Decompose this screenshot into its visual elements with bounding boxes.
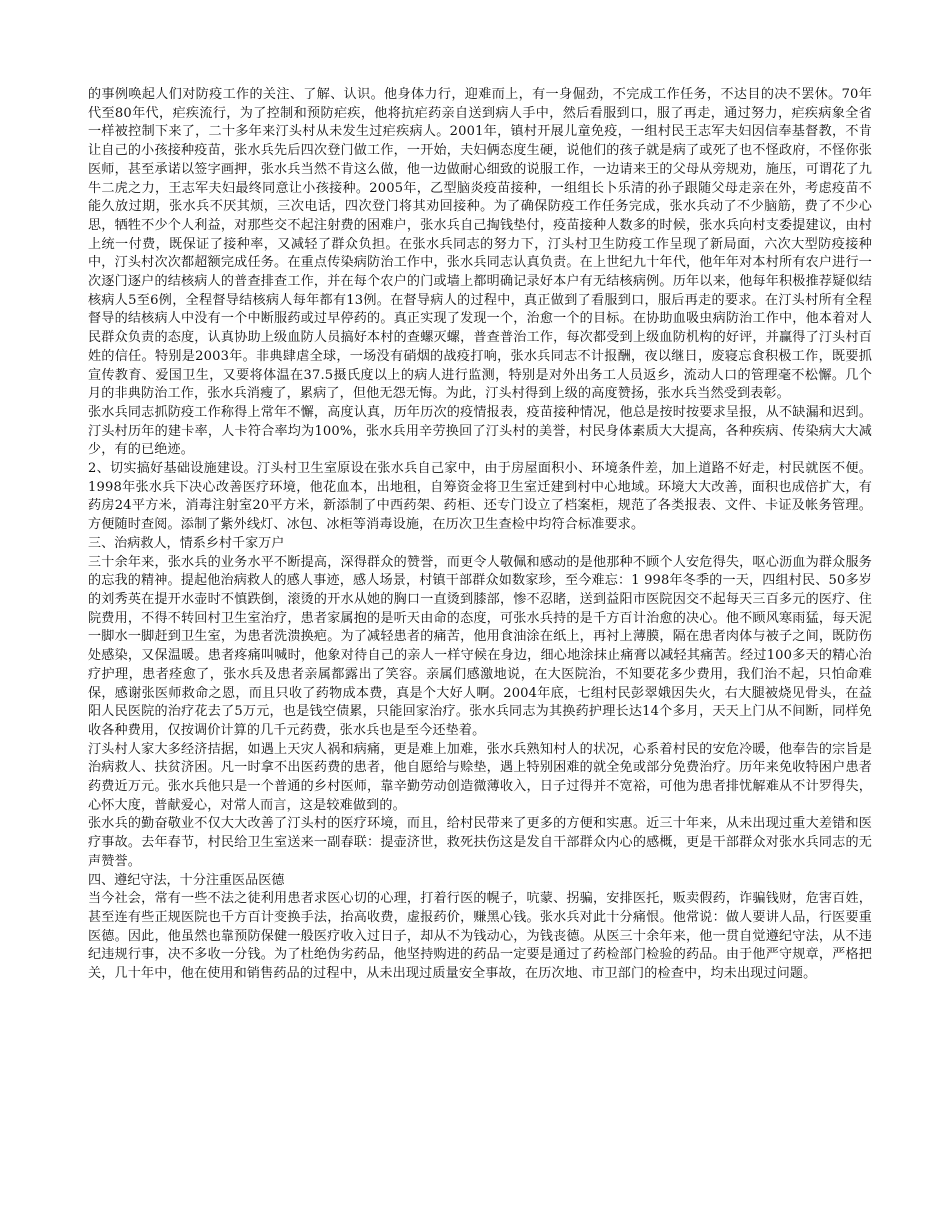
paragraph-medical-ethics: 当今社会，常有一些不法之徒利用患者求医心切的心理，打着行医的幌子，吭蒙、拐骗，安排医托，贩卖假药，诈骗钱财，危害百姓，甚至连有些正规医院也千方百计变换手法，抬高收费，虚报药价，赚黑心钱。张水兵对此十分痛恨。他常说：做人要讲人品，行医要重医德。因此，他虽然也靠预防保健一般医疗收入过日子，却从不为钱动心，为钱丧德。从医三十余年来，他一贯自觉遵纪守法，从不违纪违规行事，决不多收一分钱。为了杜绝伪劣药品，他坚持购进的药品一定要是通过了药检部门检验的药品。由于他严守规章，严格把关，几十年中，他在使用和销售药品的过程中，从未出现过质量安全事故，在历次地、市卫部门的检查中，均未出现过问题。: [88, 891, 872, 982]
section-heading-4: 四、遵纪守法，十分注重医品医德: [88, 872, 285, 888]
paragraph-epidemic-prevention: 的事例唤起人们对防疫工作的关注、了解、认识。他身体力行，迎难而上，有一身倔劲，不完成工作任务，不达目的决不罢休。70年代至80年代，疟疾流行，为了控制和预防疟疾，他将抗疟药亲自送到病人手中，然后看服到口，服了再走，通过努力，疟疾病象全省一样被控制下来了，二十多年来汀头村从未发生过疟疾病人。2001年，镇村开展儿童免疫，一组村民王志军夫妇因信奉基督教，不肯让自己的小孩接种疫苗，张水兵先后四次登门做工作，一开始，夫妇俩态度生硬，说他们的孩子就是病了或死了也不怪政府，不怪你张医师，甚至承诺以签字画押，张水兵当然不肯这么做，他一边做耐心细致的说服工作，一边请来王的父母从旁规劝，施压，可谓花了九牛二虎之力，王志军夫妇最终同意让小孩接种。2005年，乙型脑炎疫苗接种，一组组长卜乐清的孙子跟随父母走亲在外，考虑疫苗不能久放过期，张水兵不厌其烦，三次电话，四次登门将其劝回接种。为了确保防疫工作任务完成，张水兵动了不少脑筋，费了不少心思，牺牲不少个人利益，对那些交不起注射费的困难户，张水兵自己掏钱垫付，疫苗接种人数多的时候，张水兵向村支委提建议，由村上统一付费，既保证了接种率，又减轻了群众负担。在张水兵同志的努力下，汀头村卫生防疫工作呈现了新局面，六次大型防疫接种中，汀头村次次都超额完成任务。在重点传染病防治工作中，张水兵同志认真负责。在上世纪九十年代，他年年对本村所有农户进行一次逐门逐户的结核病人的普查排查工作，并在每个农户的门或墙上都明确记录好本户有无结核病例。历年以来，他每年积极推荐疑似结核病人5至6例，全程督导结核病人每年都有13例。在督导病人的过程中，真正做到了看服到口，服后再走的要求。在汀头村所有全程督导的结核病人中没有一个中断服药或过早停药的。真正实现了发现一个，治愈一个的目标。在协助血吸虫病防治工作中，他本着对人民群众负责的态度，认真协助上级血防人员搞好本村的查螺灭螺，普查普治工作，每次都受到上级血防机构的好评，并赢得了汀头村百姓的信任。特别是2003年。非典肆虐全球，一场没有硝烟的战疫打响，张水兵同志不计报酬，夜以继日，废寝忘食积极工作，既要抓宣传教育、爱国卫生，又要将体温在37.5摄氏度以上的病人进行监测，特别是对外出务工人员返乡，流动人口的管理毫不松懈。几个月的非典防治工作，张水兵消瘦了，累病了，但他无怨无悔。为此，汀头村得到上级的高度赞扬，张水兵当然受到表彰。: [88, 87, 872, 402]
paragraph-prevention-reports: 张水兵同志抓防疫工作称得上常年不懈，高度认真，历年历次的疫情报表，疫苗接种情况，他总是按时按要求呈报，从不缺漏和迟到。汀头村历年的建卡率，人卡符合率均为100%，张水兵用辛劳换回了汀头村的美誉，村民身体素质大大提高，各种疾病、传染病大大减少，有的已绝迹。: [88, 404, 872, 458]
paragraph-dedication: 张水兵的勤奋敬业不仅大大改善了汀头村的医疗环境，而且，给村民带来了更多的方便和实惠。近三十年来，从未出现过重大差错和医疗事故。去年春节，村民给卫生室送来一副春联：提壶济世，救死扶伤这是发自干部群众内心的感概，更是干部群众对张水兵同志的无声赞誉。: [88, 816, 872, 869]
section-heading-3: 三、治病救人，情系乡村千家万户: [88, 535, 285, 551]
paragraph-infrastructure: 2、切实搞好基础设施建设。汀头村卫生室原设在张水兵自己家中，由于房屋面积小、环境条件差，加上道路不好走，村民就医不便。1998年张水兵下决心改善医疗环境，他花血本，出地租，自筹资金将卫生室迁建到村中心地域。环境大大改善，面积也成倍扩大，有药房24平方米，消毒注射室20平方米，新添制了中西药架、药柜、还专门设立了档案柜，规范了各类报表、文件、卡证及帐务管理。方便随时查阅。添制了紫外线灯、冰包、冰柜等消毒设施，在历次卫生查检中均符合标准要求。: [88, 461, 872, 533]
paragraph-helping-poor: 汀头村人家大多经济拮据，如遇上天灾人祸和病痛，更是难上加难，张水兵熟知村人的状况，心系着村民的安危冷暖，他奉告的宗旨是治病救人、扶贫济困。凡一时拿不出医药费的患者，他自愿给与赊垫，遇上特别困难的就全免或部分免费治疗。历年来免收特困户患者药费近万元。张水兵他只是一个普通的乡村医师，靠辛勤劳动创造微薄收入，日子过得并不宽裕，可他为患者排忧解难从不计罗得失，心怀大度，普献爱心，对常人而言，这是较难做到的。: [88, 741, 872, 813]
paragraph-treating-patients: 三十余年来，张水兵的业务水平不断提高，深得群众的赞誉，而更令人敬佩和感动的是他那种不顾个人安危得失，呕心沥血为群众服务的忘我的精神。提起他治病救人的感人事迹，感人场景，村镇干部群众如数家珍，至今难忘：1 998年冬季的一天，四组村民、50多岁的刘秀英在提开水壶时不慎跌倒，滚烫的开水从她的胸口一直烫到膝部，惨不忍睹，送到益阳市医院因交不起每天三百多元的医疗、住院费用，不得不转回村卫生室治疗，患者家属抱的是听天由命的态度，可张水兵持的是千方百计治愈的决心。他不顾风寒雨猛，每天泥一脚水一脚赶到卫生室，为患者洗溃换疤。为了减轻患者的痛苦，他用食油涂在纸上，再衬上薄膜，隔在患者肉体与被子之间，既防伤处感染，又保温暖。患者疼痛叫喊时，他象对待自己的亲人一样守候在身边，细心地涂抹止痛膏以减轻其痛苦。经过100多天的精心治疗护理，患者痊愈了，张水兵及患者亲属都露出了笑容。亲属们感激地说，在大医院治，不知要花多少费用，我们治不起，只怕命难保，感谢张医师救命之恩，而且只收了药物成本费，真是个大好人啊。2004年底，七组村民彭翠娥因失火，右大腿被烧见骨头，在益阳人民医院的治疗花去了5万元，也是钱空债累，只能回家治疗。张水兵同志为其换药护理长达14个多月，天天上门从不间断，同样免收各种费用，仅按调价计算的几千元药费，张水兵也是至今还垫着。: [88, 554, 872, 738]
